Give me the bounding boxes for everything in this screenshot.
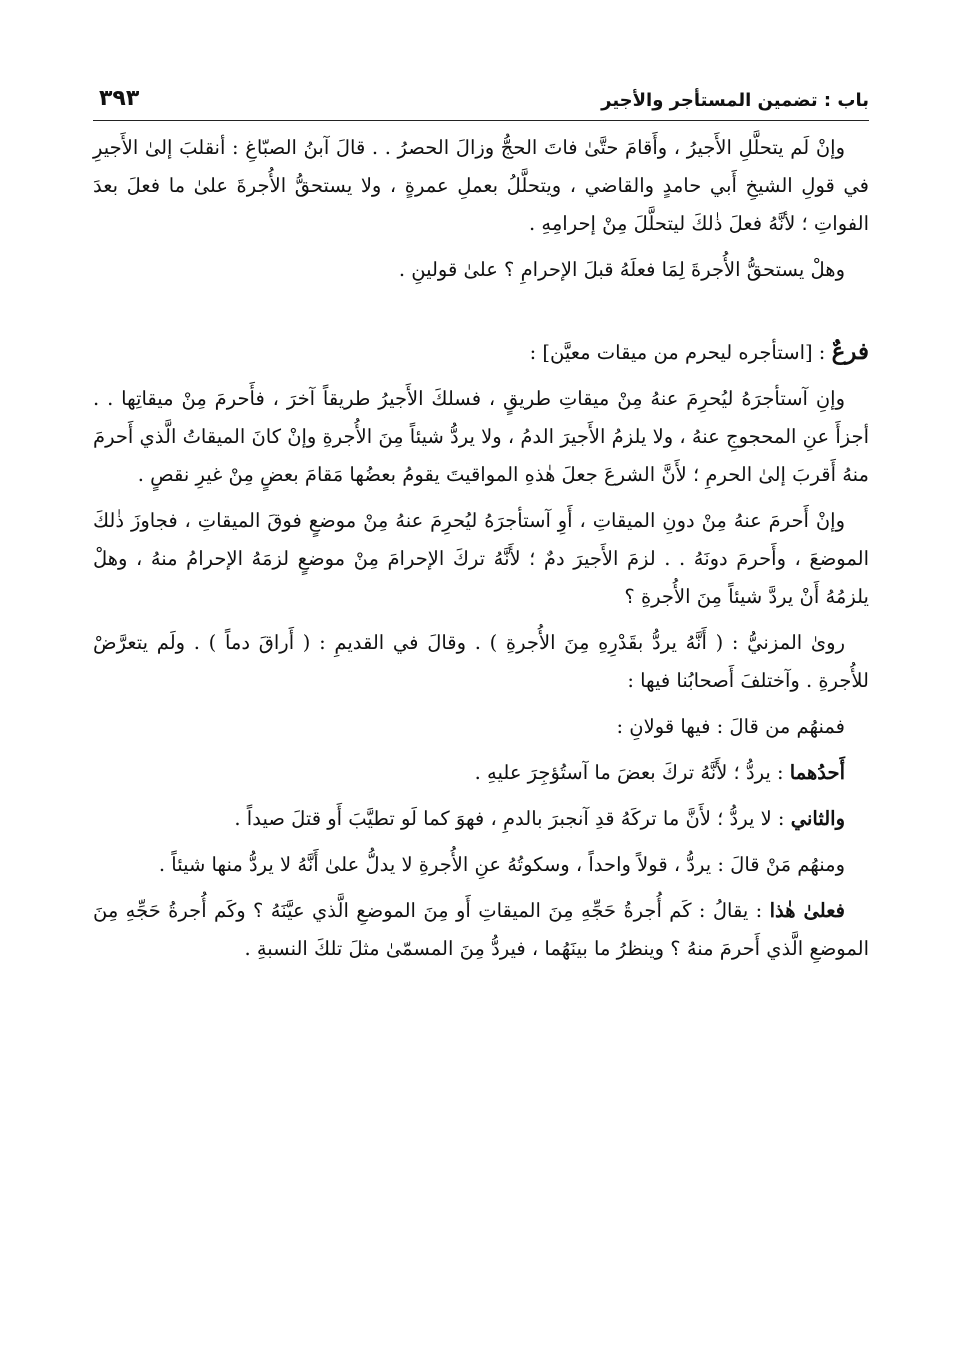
paragraph-closing: ومنهُم مَنْ قالَ : يردُّ ، قولاً واحداً ، وسكوتُهُ عنِ الأُجرةِ لا يدلُّ علىٰ أَنَّهُ لا يردُّ منها شيئاً . (158, 853, 845, 876)
far-heading (93, 333, 869, 372)
running-head: باب : تضمين المستأجر والأجير (601, 90, 869, 111)
far-label: فرعٌ (831, 338, 869, 365)
item-second (93, 800, 869, 838)
item-second-lead: والثاني (790, 807, 845, 830)
item-first-lead: أَحدُهما (789, 761, 845, 784)
far-title: : [استأجره ليحرم من ميقات معيَّن] : (529, 341, 832, 364)
paragraph-5: روىٰ المزنيُّ : ( أَنَّهُ يردُّ بقَدْرِهِ مِنَ الأُجرةِ ) . وقالَ في القديمِ : ( أَراقَ دماً ) . ولَم يتعرَّضْ للأُجرةِ . وآختلفَ أَصحابُنا فيها : (93, 631, 869, 692)
section-gap (93, 297, 869, 333)
book-page (93, 84, 869, 976)
paragraph-4: وإنْ أَحرمَ عنهُ مِنْ دونِ الميقاتِ ، أَوِ آستأجرَهُ ليُحرِمَ عنهُ مِنْ موضعٍ فوقَ الميقاتِ ، فجاوزَ ذٰلكَ الموضعَ ، وأَحرمَ دونَهُ . . لزمَ الأَجيرَ دمٌ ؛ لأَنَّهُ تركَ الإحرامَ مِنْ موضعٍ لزمَهُ الإحرامُ منهُ ، وهلْ يلزمُهُ أَنْ يردَّ شيئاً مِنَ الأُجرةِ ؟ (93, 509, 869, 608)
paragraph-1: وإنْ لَم يتحلَّلِ الأَجيرُ ، وأَقامَ حتَّىٰ فاتَ الحجُّ وزالَ الحصرُ . . قالَ آبنُ الصبّاغِ : أنقلبَ إلىٰ الأَجيرِ في قولِ الشيخِ أَبي حامدٍ والقاضي ، ويتحلَّلُ بعملِ عمرةٍ ، ولا يستحقُّ الأُجرةَ علىٰ ما فعلَ بعدَ الفواتِ ؛ لأنَّهُ فعلَ ذٰلكَ ليتحلَّلَ مِنْ إحرامِهِ . (93, 136, 869, 235)
page-header (93, 84, 869, 121)
item-second-text: : لا يردُّ ؛ لأَنَّ ما تركَهُ قدِ آنجبرَ بالدمِ ، فهوَ كما لَو تطيَّبَ أَو قتلَ صيداً . (234, 807, 791, 830)
paragraph-2: وهلْ يستحقُّ الأُجرةَ لِمَا فعلَهُ قبلَ الإحرامِ ؟ علىٰ قولينِ . (398, 258, 845, 281)
item-first (93, 754, 869, 792)
paragraph-3: وإنِ آستأجرَهُ ليُحرِمَ عنهُ مِنْ ميقاتِ طريقٍ ، فسلكَ الأَجيرُ طريقاً آخرَ ، فأَحرمَ مِنْ ميقاتِها . . أجزأَ عنِ المحجوجِ عنهُ ، ولا يلزمُ الأَجيرَ الدمُ ، ولا يردُّ شيئاً مِنَ الأُجرةِ وإنْ كانَ الميقاتُ الَّذي أَحرمَ منهُ أَقربَ إلىٰ الحرمِ ؛ لأَنَّ الشرعَ جعلَ هٰذهِ المواقيتَ يقومُ بعضُها مَقامَ بعضٍ مِنْ غيرِ نقصٍ . (93, 387, 869, 486)
page-body (93, 129, 869, 968)
final-text: : يقالُ : كَم أُجرةُ حَجِّهِ مِنَ الميقاتِ أَو مِنَ الموضعِ الَّذي عيَّنَهُ ؟ وكَم أُجرةُ حَجِّهِ مِنَ الموضعِ الَّذي أَحرمَ منهُ ؟ وينظرُ ما بينَهُما ، فيردُّ مِنَ المسمّىٰ مثلَ تلكَ النسبةِ . (93, 899, 869, 960)
page-number: ٣٩٣ (99, 86, 140, 111)
final-lead: فعلىٰ هٰذا (769, 899, 845, 922)
item-first-text: : يردُّ ؛ لأَنَّهُ تركَ بعضَ ما آستُؤجِرَ عليهِ . (474, 761, 790, 784)
paragraph-6: فمنهُم من قالَ : فيها قولانِ : (616, 715, 845, 738)
paragraph-final (93, 892, 869, 968)
